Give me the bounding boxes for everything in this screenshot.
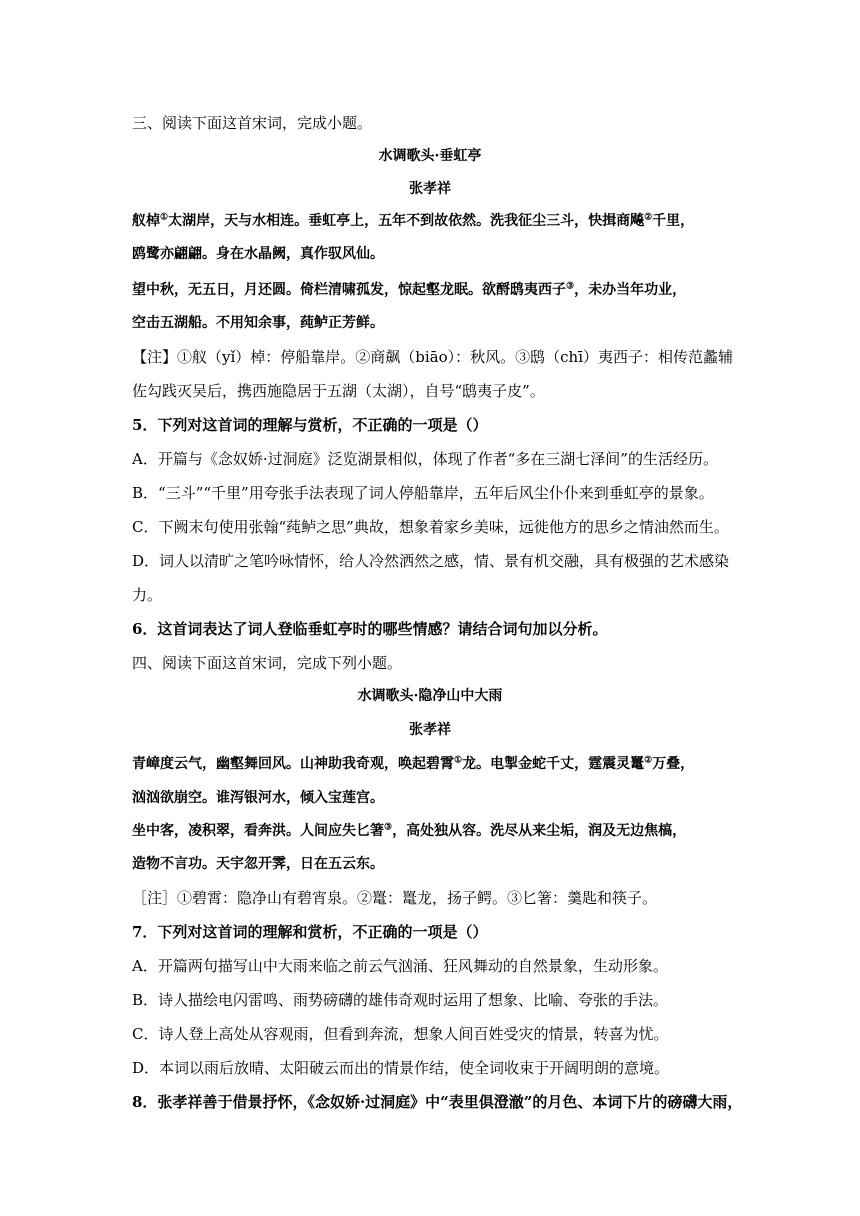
question-5-stem: 5．下列对这首词的理解与赏析，不正确的一项是（） [132,416,488,434]
question-5-option-a: A．开篇与《念奴娇·过洞庭》泛览湖景相似，体现了作者“多在三湖七泽间”的生活经历。 [132,450,718,468]
section-4-heading: 四、阅读下面这首宋词，完成下列小题。 [132,654,403,672]
question-5-option-b: B．“三斗”“千里”用夸张手法表现了词人停船靠岸，五年后风尘仆仆来到垂虹亭的景象。 [132,484,714,502]
poem-1-line-4: 空击五湖船。不用知余事，莼鲈正芳鲜。 [132,315,384,331]
question-7-stem: 7．下列对这首词的理解和赏析，不正确的一项是（） [132,923,488,941]
question-7-option-a: A．开篇两句描写山中大雨来临之前云气汹涌、狂风舞动的自然景象，生动形象。 [132,957,668,975]
question-5-option-c: C．下阙末句使用张翰“莼鲈之思”典故，想象着家乡美味，远徙他方的思乡之情油然而生。 [132,518,729,536]
question-7-option-c: C．诗人登上高处从容观雨，但看到奔流，想象人间百姓受灾的情景，转喜为忧。 [132,1025,669,1043]
question-8: 8．张孝祥善于借景抒怀，《念奴娇·过洞庭》中“表里俱澄澈”的月色、本词下片的磅礴大雨， [132,1093,743,1111]
poem-2-line-1: 青嶂度云气，幽壑舞回风。山神助我奇观，唤起碧霄①龙。电掣金蛇千丈，霆震灵鼍②万叠， [132,755,695,772]
poem-2-title: 水调歌头·隐净山中大雨 [357,688,503,704]
poem-2-line-2: 汹汹欲崩空。谁泻银河水，倾入宝莲宫。 [132,790,384,806]
poem-2-line-4: 造物不言功。天宇忽开霁，日在五云东。 [132,856,384,872]
poem-2-note: ［注］①碧霄：隐净山有碧宵泉。②鼍：鼍龙，扬子鳄。③匕箸：羹匙和筷子。 [132,889,658,907]
question-5-option-d: D．词人以清旷之笔吟咏情怀，给人冷然洒然之感，情、景有机交融，具有极强的艺术感染 [132,552,730,570]
poem-1-note-line-1: 【注】①舣（yǐ）棹：停船靠岸。②商飙（biāo）：秋风。③鸱（chī）夷西子：相传范蠡辅 [132,348,734,366]
poem-1-line-1: 舣棹①太湖岸，天与水相连。垂虹亭上，五年不到故依然。洗我征尘三斗，快揖商飚②千里， [132,212,695,229]
poem-1-line-2: 鸥鹭亦翩翩。身在水晶阙，真作驭风仙。 [132,246,384,262]
poem-1-title: 水调歌头·垂虹亭 [378,148,482,164]
poem-2-line-3: 坐中客，凌积翠，看奔洪。人间应失匕箸③，高处独从容。洗尽从来尘垢，润及无边焦槁， [132,822,687,839]
section-3-heading: 三、阅读下面这首宋词，完成小题。 [132,114,373,132]
question-7-option-d: D．本词以雨后放晴、太阳破云而出的情景作结，使全词收束于开阔明朗的意境。 [132,1059,670,1077]
poem-1-author: 张孝祥 [409,181,451,197]
poem-1-line-3: 望中秋，无五日，月还圆。倚栏清啸孤发，惊起壑龙眠。欲酹鸱夷西子③，未办当年功业， [132,281,687,298]
question-6: 6．这首词表达了词人登临垂虹亭时的哪些情感？请结合词句加以分析。 [132,620,608,638]
poem-2-author: 张孝祥 [409,722,451,738]
question-7-option-b: B．诗人描绘电闪雷鸣、雨势磅礴的雄伟奇观时运用了想象、比喻、夸张的手法。 [132,991,669,1009]
question-5-option-d-cont: 力。 [132,586,163,604]
poem-1-note-line-2: 佐勾践灭吴后，携西施隐居于五湖（太湖），自号“鸱夷子皮”。 [132,382,545,400]
